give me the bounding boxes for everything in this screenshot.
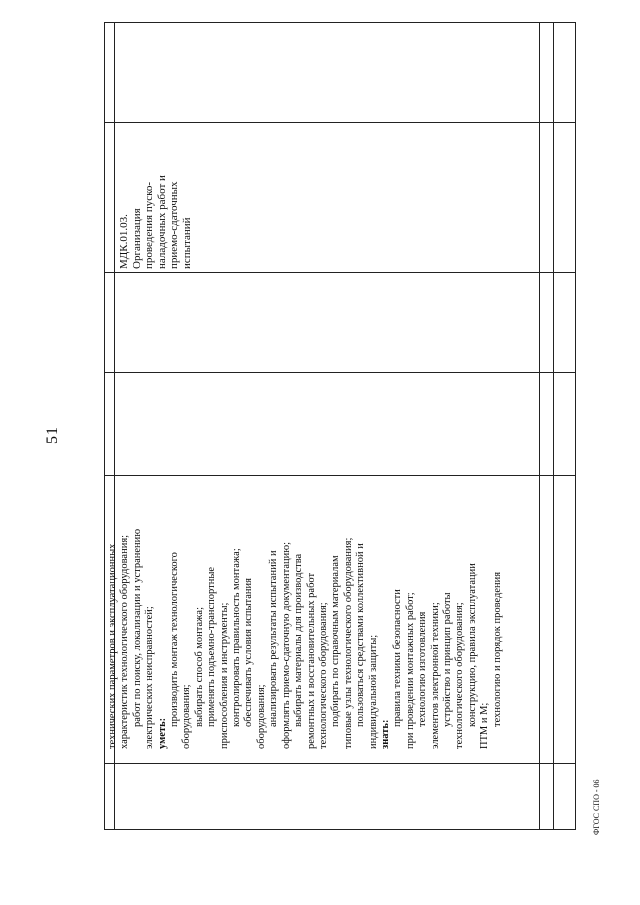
text-line: технологического оборудования; (317, 602, 329, 749)
table-row-border (105, 272, 575, 273)
footer-code: ФГОС СПО - 06 (592, 779, 601, 835)
text-line: оборудования; (255, 684, 267, 749)
table-row-border (105, 372, 575, 373)
text-line: при проведении монтажных работ; (404, 592, 416, 749)
text-line: оформлять приемо-сдаточную документацию; (280, 541, 292, 749)
table-row-border (105, 122, 575, 123)
text-line: выбирать материалы для производства (293, 553, 305, 727)
text-line: ПТМ и М; (479, 702, 491, 749)
text-line: правила техники безопасности (392, 589, 404, 727)
section-heading: уметь: (156, 717, 168, 749)
text-line: анализировать результаты испытаний и (268, 550, 280, 727)
table-row-border (105, 763, 575, 764)
module-cell (118, 175, 194, 269)
text-line: технических параметров и эксплуатационных (107, 543, 118, 749)
table-column-border (539, 23, 540, 829)
text-line: производить монтаж технологического (169, 552, 181, 727)
text-line: приспособления и инструменты; (218, 602, 230, 749)
text-line: технологию и порядок проведения (491, 571, 503, 727)
requirements-text (107, 529, 504, 749)
document-table (104, 22, 576, 830)
page-number: 51 (44, 426, 61, 444)
text-line: индивидуальной защиты; (367, 634, 379, 749)
text-line: типовые узлы технологического оборудования; (342, 537, 354, 749)
text-line: контролировать правильность монтажа; (231, 548, 243, 727)
module-code: МДК.01.03. (118, 214, 130, 269)
text-line: обеспечивать условия испытания (243, 578, 255, 727)
module-title-line: наладочных работ и (155, 175, 168, 269)
text-line: элементов электронной техники; (429, 602, 441, 749)
module-title-line: приемо-сдаточных (168, 181, 181, 269)
text-line: подбирать по справочным материалам (330, 555, 342, 727)
table-column-border (553, 23, 554, 829)
text-line: характеристик технологического оборудования; (119, 534, 131, 749)
text-line: выбирать способ монтажа; (193, 606, 205, 727)
text-line: применять подъемно-транспортные (206, 566, 218, 727)
module-title-line: Организация (130, 208, 143, 269)
module-title-line: проведения пуско- (143, 181, 156, 269)
text-line: технологического оборудования; (454, 602, 466, 749)
table-row-border (105, 475, 575, 476)
text-line: оборудования; (181, 684, 193, 749)
text-line: устройство и принцип работы (441, 592, 453, 727)
text-line: электрических неисправностей; (144, 606, 156, 749)
section-heading: знать: (379, 719, 391, 749)
module-title-line: испытаний (180, 217, 193, 269)
text-line: технологию изготовления (417, 611, 429, 727)
text-line: пользоваться средствами коллективной и (355, 543, 367, 727)
text-line: ремонтных и восстановительных работ (305, 572, 317, 749)
text-line: конструкцию, правила эксплуатации (466, 563, 478, 727)
text-line: работ по поиску, локализации и устранению (131, 528, 143, 727)
